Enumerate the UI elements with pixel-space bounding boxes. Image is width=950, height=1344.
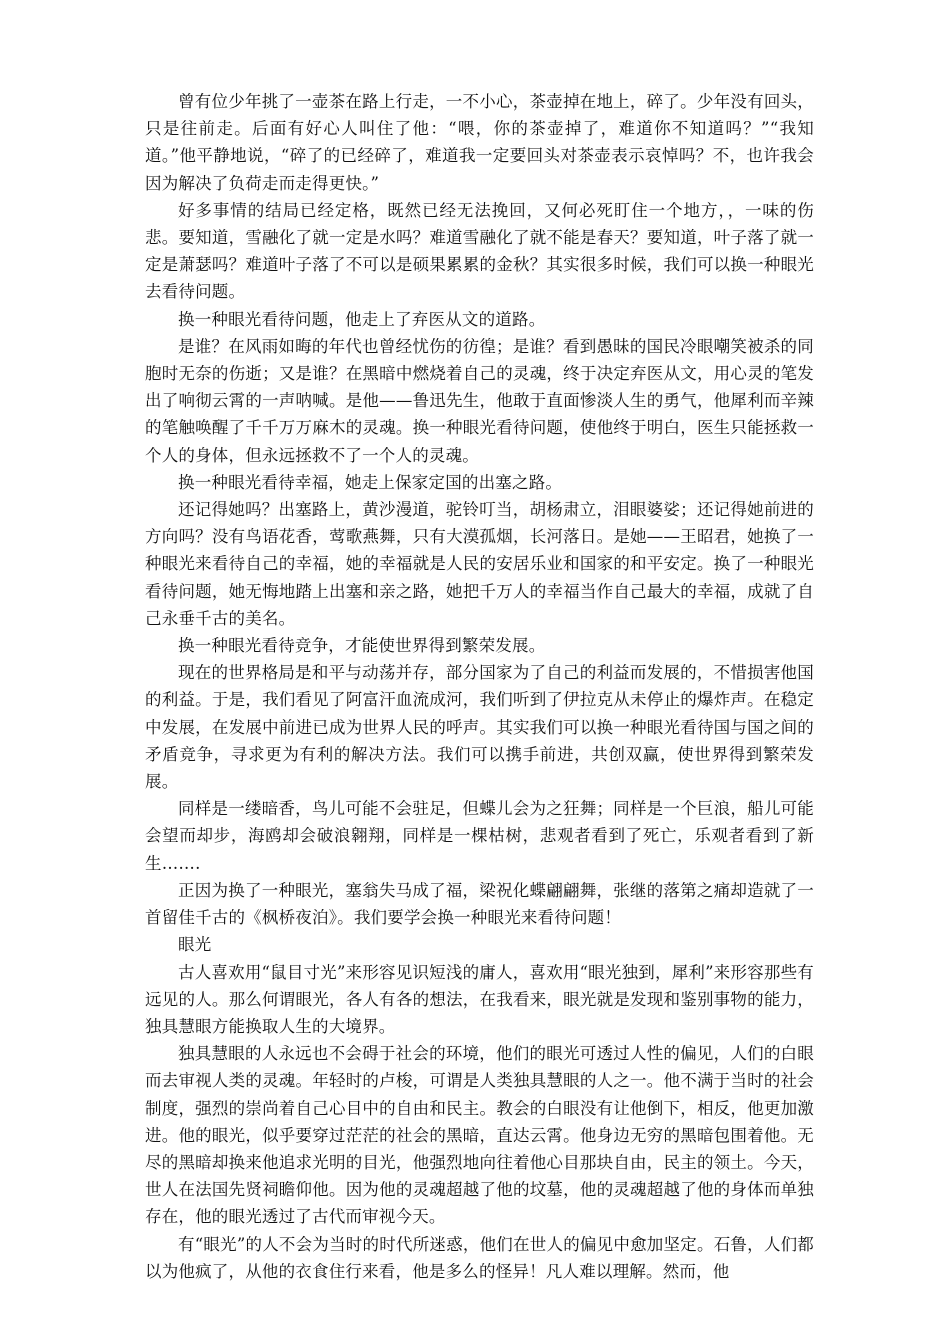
paragraph-competition-topic: 换一种眼光看待竞争，才能使世界得到繁荣发展。 [178,636,546,656]
paragraph-luxun-body: 是谁？在风雨如晦的年代也曾经忧伤的彷徨；是谁？看到愚昧的国民冷眼嘲笑被杀的同胞时无奈的伤逝；又是谁？在黑暗中燃烧着自己的灵魂，终于决定弃医从文，用心灵的笔发出了响彻云霄的一声呐喊。是他——鲁迅先生，他敢于直面惨淡人生的勇气，他犀利而辛辣的笔触唤醒了千千万万麻木的灵魂。换一种眼光看待问题，使他终于明白，医生只能拯救一个人的身体，但永远拯救不了一个人的灵魂。 [145,336,814,465]
paragraph-same-thing: 同样是一缕暗香，鸟儿可能不会驻足，但蝶儿会为之狂舞；同样是一个巨浪，船儿可能会望而却步，海鸥却会破浪翱翔，同样是一棵枯树，悲观者看到了死亡，乐观者看到了新生……. [145,799,814,873]
paragraph-rousseau: 独具慧眼的人永远也不会碍于社会的环境，他们的眼光可透过人性的偏见，人们的白眼而去审视人类的灵魂。年轻时的卢梭，可谓是人类独具慧眼的人之一。他不满于当时的社会制度，强烈的崇尚着自己心目中的自由和民主。教会的白眼没有让他倒下，相反，他更加激进。他的眼光，似乎要穿过茫茫的社会的黑暗，直达云霄。他身边无穷的黑暗包围着他。无尽的黑暗却换来他追求光明的目光，他强烈地向往着他心目那块自由，民主的领土。今天，世人在法国先贤祠瞻仰他。因为他的灵魂超越了他的坟墓，他的灵魂超越了他的身体而单独存在，他的眼光透过了古代而审视今天。 [145,1044,814,1227]
paragraph-vision-intro: 古人喜欢用“鼠目寸光”来形容见识短浅的庸人，喜欢用“眼光独到，犀利”来形容那些有远见的人。那么何谓眼光，各人有各的想法，在我看来，眼光就是发现和鉴别事物的能力，独具慧眼方能换取人生的大境界。 [145,962,814,1036]
paragraph-conclusion: 正因为换了一种眼光，塞翁失马成了福，梁祝化蝶翩翩舞，张继的落第之痛却造就了一首留佳千古的《枫桥夜泊》。我们要学会换一种眼光来看待问题！ [145,880,814,928]
paragraph-competition-body: 现在的世界格局是和平与动荡并存，部分国家为了自己的利益而发展的，不惜损害他国的利益。于是，我们看见了阿富汗血流成河，我们听到了伊拉克从未停止的爆炸声。在稳定中发展，在发展中前进已成为世界人民的呼声。其实我们可以换一种眼光看待国与国之间的矛盾竞争，寻求更为有利的解决方法。我们可以携手前进，共创双赢，使世界得到繁荣发展。 [145,663,814,792]
paragraph-shilu: 有“眼光”的人不会为当时的时代所迷惑，他们在世人的偏见中愈加坚定。石鲁，人们都以为他疯了，从他的衣食住行来看，他是多么的怪异！凡人难以理解。然而，他 [145,1234,814,1281]
paragraph-luxun-topic: 换一种眼光看待问题，他走上了弃医从文的道路。 [178,309,546,329]
paragraph-teapot-story: 曾有位少年挑了一壶茶在路上行走，一不小心，茶壶掉在地上，碎了。少年没有回头，只是往前走。后面有好心人叫住了他：“喂，你的茶壶掉了，难道你不知道吗？”“我知道。”他平静地说，“碎了的已经碎了，难道我一定要回头对茶壶表示哀悼吗？不，也许我会因为解决了负荷走而走得更快。” [145,92,814,193]
paragraph-wangzhaojun-topic: 换一种眼光看待幸福，她走上保家定国的出塞之路。 [178,472,563,492]
paragraph-change-view: 好多事情的结局已经定格，既然已经无法挽回，又何必死盯住一个地方，，一味的伤悲。要知道，雪融化了就一定是水吗？难道雪融化了就不能是春天？要知道，叶子落了就一定是萧瑟吗？难道叶子落了不可以是硕果累累的金秋？其实很多时候，我们可以换一种眼光去看待问题。 [145,200,814,302]
essay-title: 眼光 [178,935,212,955]
paragraph-wangzhaojun-body: 还记得她吗？出塞路上，黄沙漫道，驼铃叮当，胡杨肃立，泪眼婆娑；还记得她前进的方向吗？没有鸟语花香，莺歌燕舞，只有大漠孤烟，长河落日。是她——王昭君，她换了一种眼光来看待自己的幸福，她的幸福就是人民的安居乐业和国家的和平安定。换了一种眼光看待问题，她无悔地踏上出塞和亲之路，她把千万人的幸福当作自己最大的幸福，成就了自己永垂千古的美名。 [145,500,814,628]
